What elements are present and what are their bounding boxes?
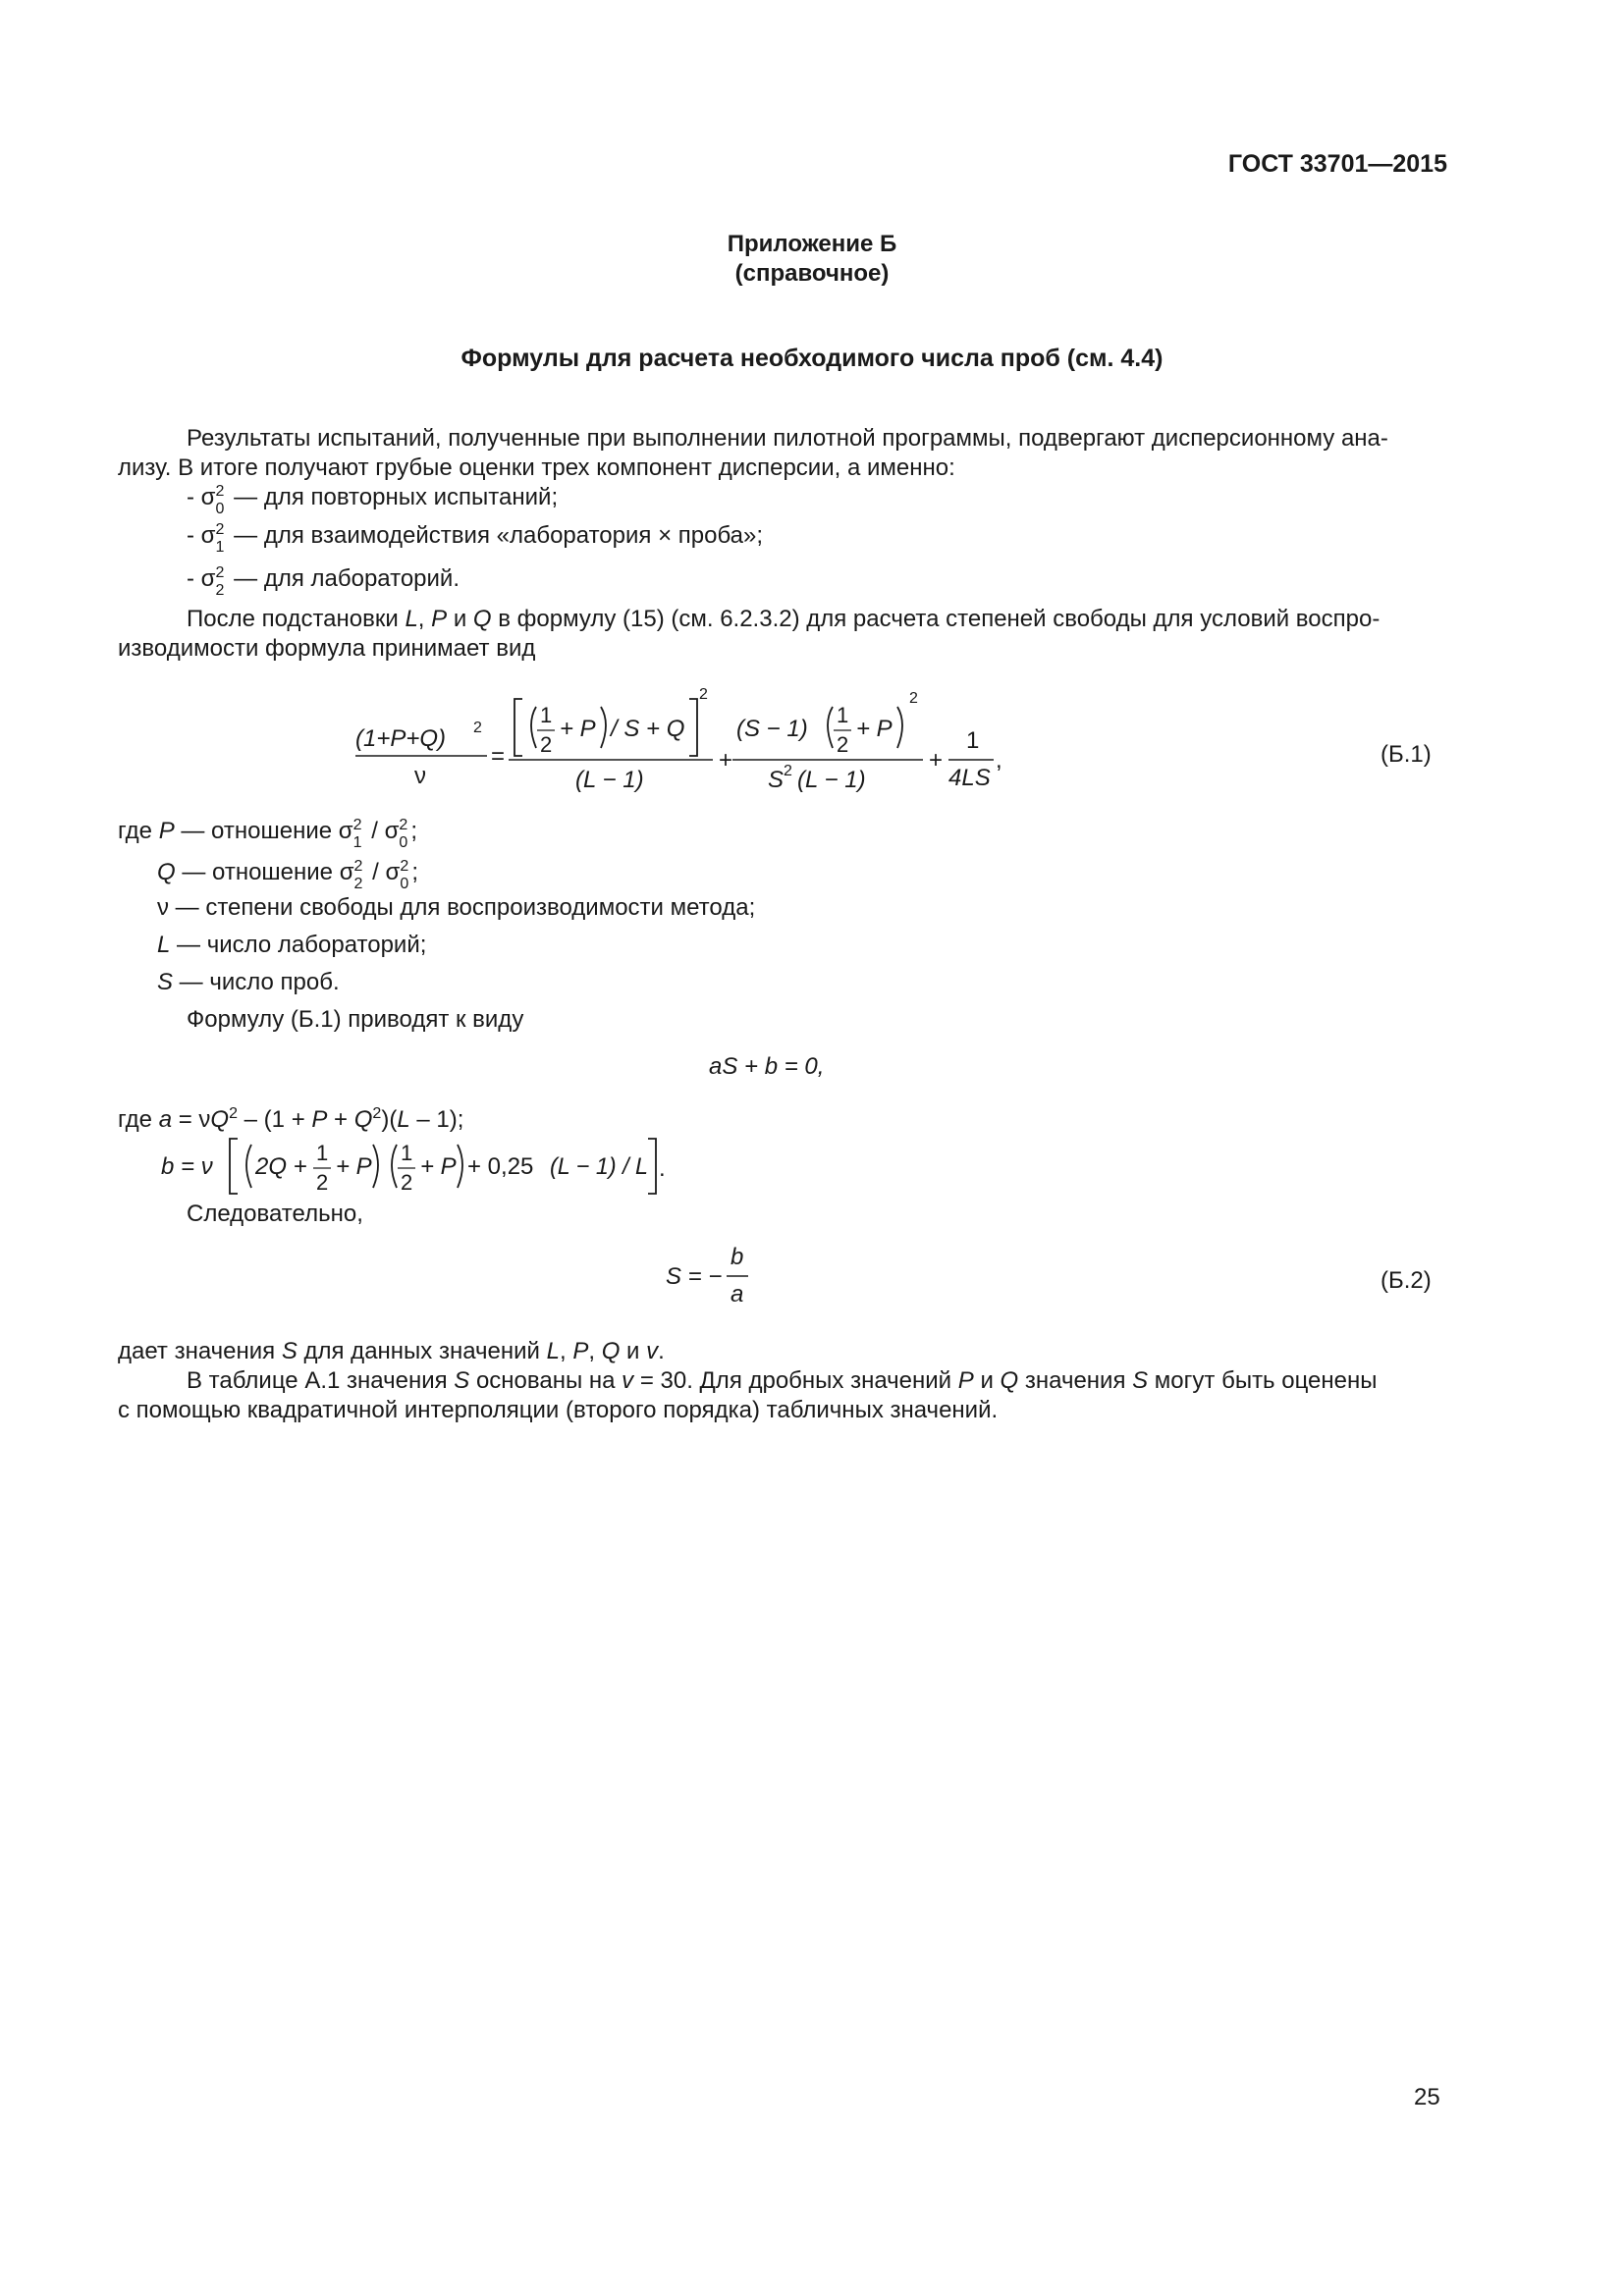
svg-text:2: 2 xyxy=(699,686,708,703)
substitution-line-1: После подстановки L, P и Q в формулу (15) (см. 6.2.3.2) для расчета степеней свободы для условий воспро- xyxy=(187,606,1380,632)
formula-b1-number: (Б.1) xyxy=(1380,741,1432,768)
svg-text:(L − 1) / L: (L − 1) / L xyxy=(550,1153,648,1180)
b1-lhs-sq: 2 xyxy=(473,720,482,736)
def-l: L — число лабораторий; xyxy=(157,932,427,958)
svg-text:+ P: + P xyxy=(560,716,596,742)
b1-t3-den: 4LS xyxy=(948,765,991,791)
svg-text:+: + xyxy=(929,747,944,774)
where-q: Q — отношение σ 2 2 / σ 2 0 ; xyxy=(157,858,419,892)
svg-text:.: . xyxy=(659,1155,666,1182)
b1-t2-head: (S − 1) xyxy=(736,716,808,742)
svg-text:S = −: S = − xyxy=(666,1263,723,1290)
svg-text:1: 1 xyxy=(540,703,553,727)
variance-item-1: - σ 2 1 — для взаимодействия «лаборатория × проба»; xyxy=(187,521,764,556)
svg-text:1: 1 xyxy=(316,1141,329,1165)
intro-line-2: лизу. В итоге получают грубые оценки трех компонент дисперсии, а именно: xyxy=(118,454,955,481)
formula-b2 xyxy=(664,1239,782,1317)
final-line-3: с помощью квадратичной интерполяции (второго порядка) табличных значений. xyxy=(118,1397,999,1423)
b1-lhs-num: (1+P+Q) xyxy=(355,725,447,752)
annex-title: Приложение Б xyxy=(727,231,897,257)
svg-text:S: S xyxy=(768,767,785,793)
svg-text:2: 2 xyxy=(909,690,918,707)
svg-text:2: 2 xyxy=(784,763,792,779)
annex-heading: Формулы для расчета необходимого числа проб (см. 4.4) xyxy=(460,345,1164,372)
b-definition xyxy=(157,1125,668,1203)
svg-text:a: a xyxy=(731,1281,744,1308)
b1-t3-num: 1 xyxy=(966,727,980,754)
svg-text:1: 1 xyxy=(837,703,849,727)
svg-text:+ P: + P xyxy=(336,1153,372,1180)
svg-text:+ 0,25: + 0,25 xyxy=(467,1153,534,1180)
annex-subtitle: (справочное) xyxy=(734,260,890,287)
where-p: где P — отношение σ 2 1 / σ 2 0 ; xyxy=(118,817,418,851)
svg-text:,: , xyxy=(996,747,1002,774)
def-s: S — число проб. xyxy=(157,969,340,995)
svg-text:2Q +: 2Q + xyxy=(255,1153,307,1180)
substitution-line-2: изводимости формула принимает вид xyxy=(118,635,536,662)
intro-line-1: Результаты испытаний, полученные при выполнении пилотной программы, подвергают дисперсионному ана- xyxy=(187,425,1388,452)
svg-text:2: 2 xyxy=(837,732,849,757)
svg-text:1: 1 xyxy=(401,1141,413,1165)
b1-t2-den: (L − 1) xyxy=(797,767,866,793)
equation-as-b: aS + b = 0, xyxy=(709,1053,825,1080)
final-line-2: В таблице А.1 значения S основаны на v = 30. Для дробных значений P и Q значения S могут быть оценены xyxy=(187,1367,1378,1394)
final-line-1: дает значения S для данных значений L, P, Q и v. xyxy=(118,1338,665,1364)
formula-b2-number: (Б.2) xyxy=(1380,1267,1432,1294)
svg-text:+ P: + P xyxy=(856,716,893,742)
b1-eq: = xyxy=(491,743,506,770)
consequently: Следовательно, xyxy=(187,1201,363,1227)
b1-lhs-den: ν xyxy=(414,763,426,789)
svg-text:2: 2 xyxy=(401,1170,413,1195)
variance-item-2: - σ 2 2 — для лабораторий. xyxy=(187,564,460,599)
formula-b1 xyxy=(344,669,1031,807)
b1-t1-tail: / S + Q xyxy=(611,716,685,742)
svg-text:b = ν: b = ν xyxy=(161,1153,213,1180)
def-nu: ν — степени свободы для воспроизводимости метода; xyxy=(157,894,756,921)
b1-t1-den: (L − 1) xyxy=(575,767,644,793)
reduce-text: Формулу (Б.1) приводят к виду xyxy=(187,1006,524,1033)
variance-item-0: - σ 2 0 — для повторных испытаний; xyxy=(187,483,559,517)
svg-text:2: 2 xyxy=(316,1170,329,1195)
svg-text:2: 2 xyxy=(540,732,553,757)
document-id: ГОСТ 33701—2015 xyxy=(1227,150,1447,178)
a-definition: где $a = \nu Q^2 - (1 + P + Q^2)(L - 1)$; xyxy=(118,1105,464,1133)
page-number: 25 xyxy=(1414,2084,1440,2110)
svg-text:+ P: + P xyxy=(420,1153,457,1180)
svg-text:b: b xyxy=(731,1244,744,1270)
svg-text:+: + xyxy=(719,747,733,774)
